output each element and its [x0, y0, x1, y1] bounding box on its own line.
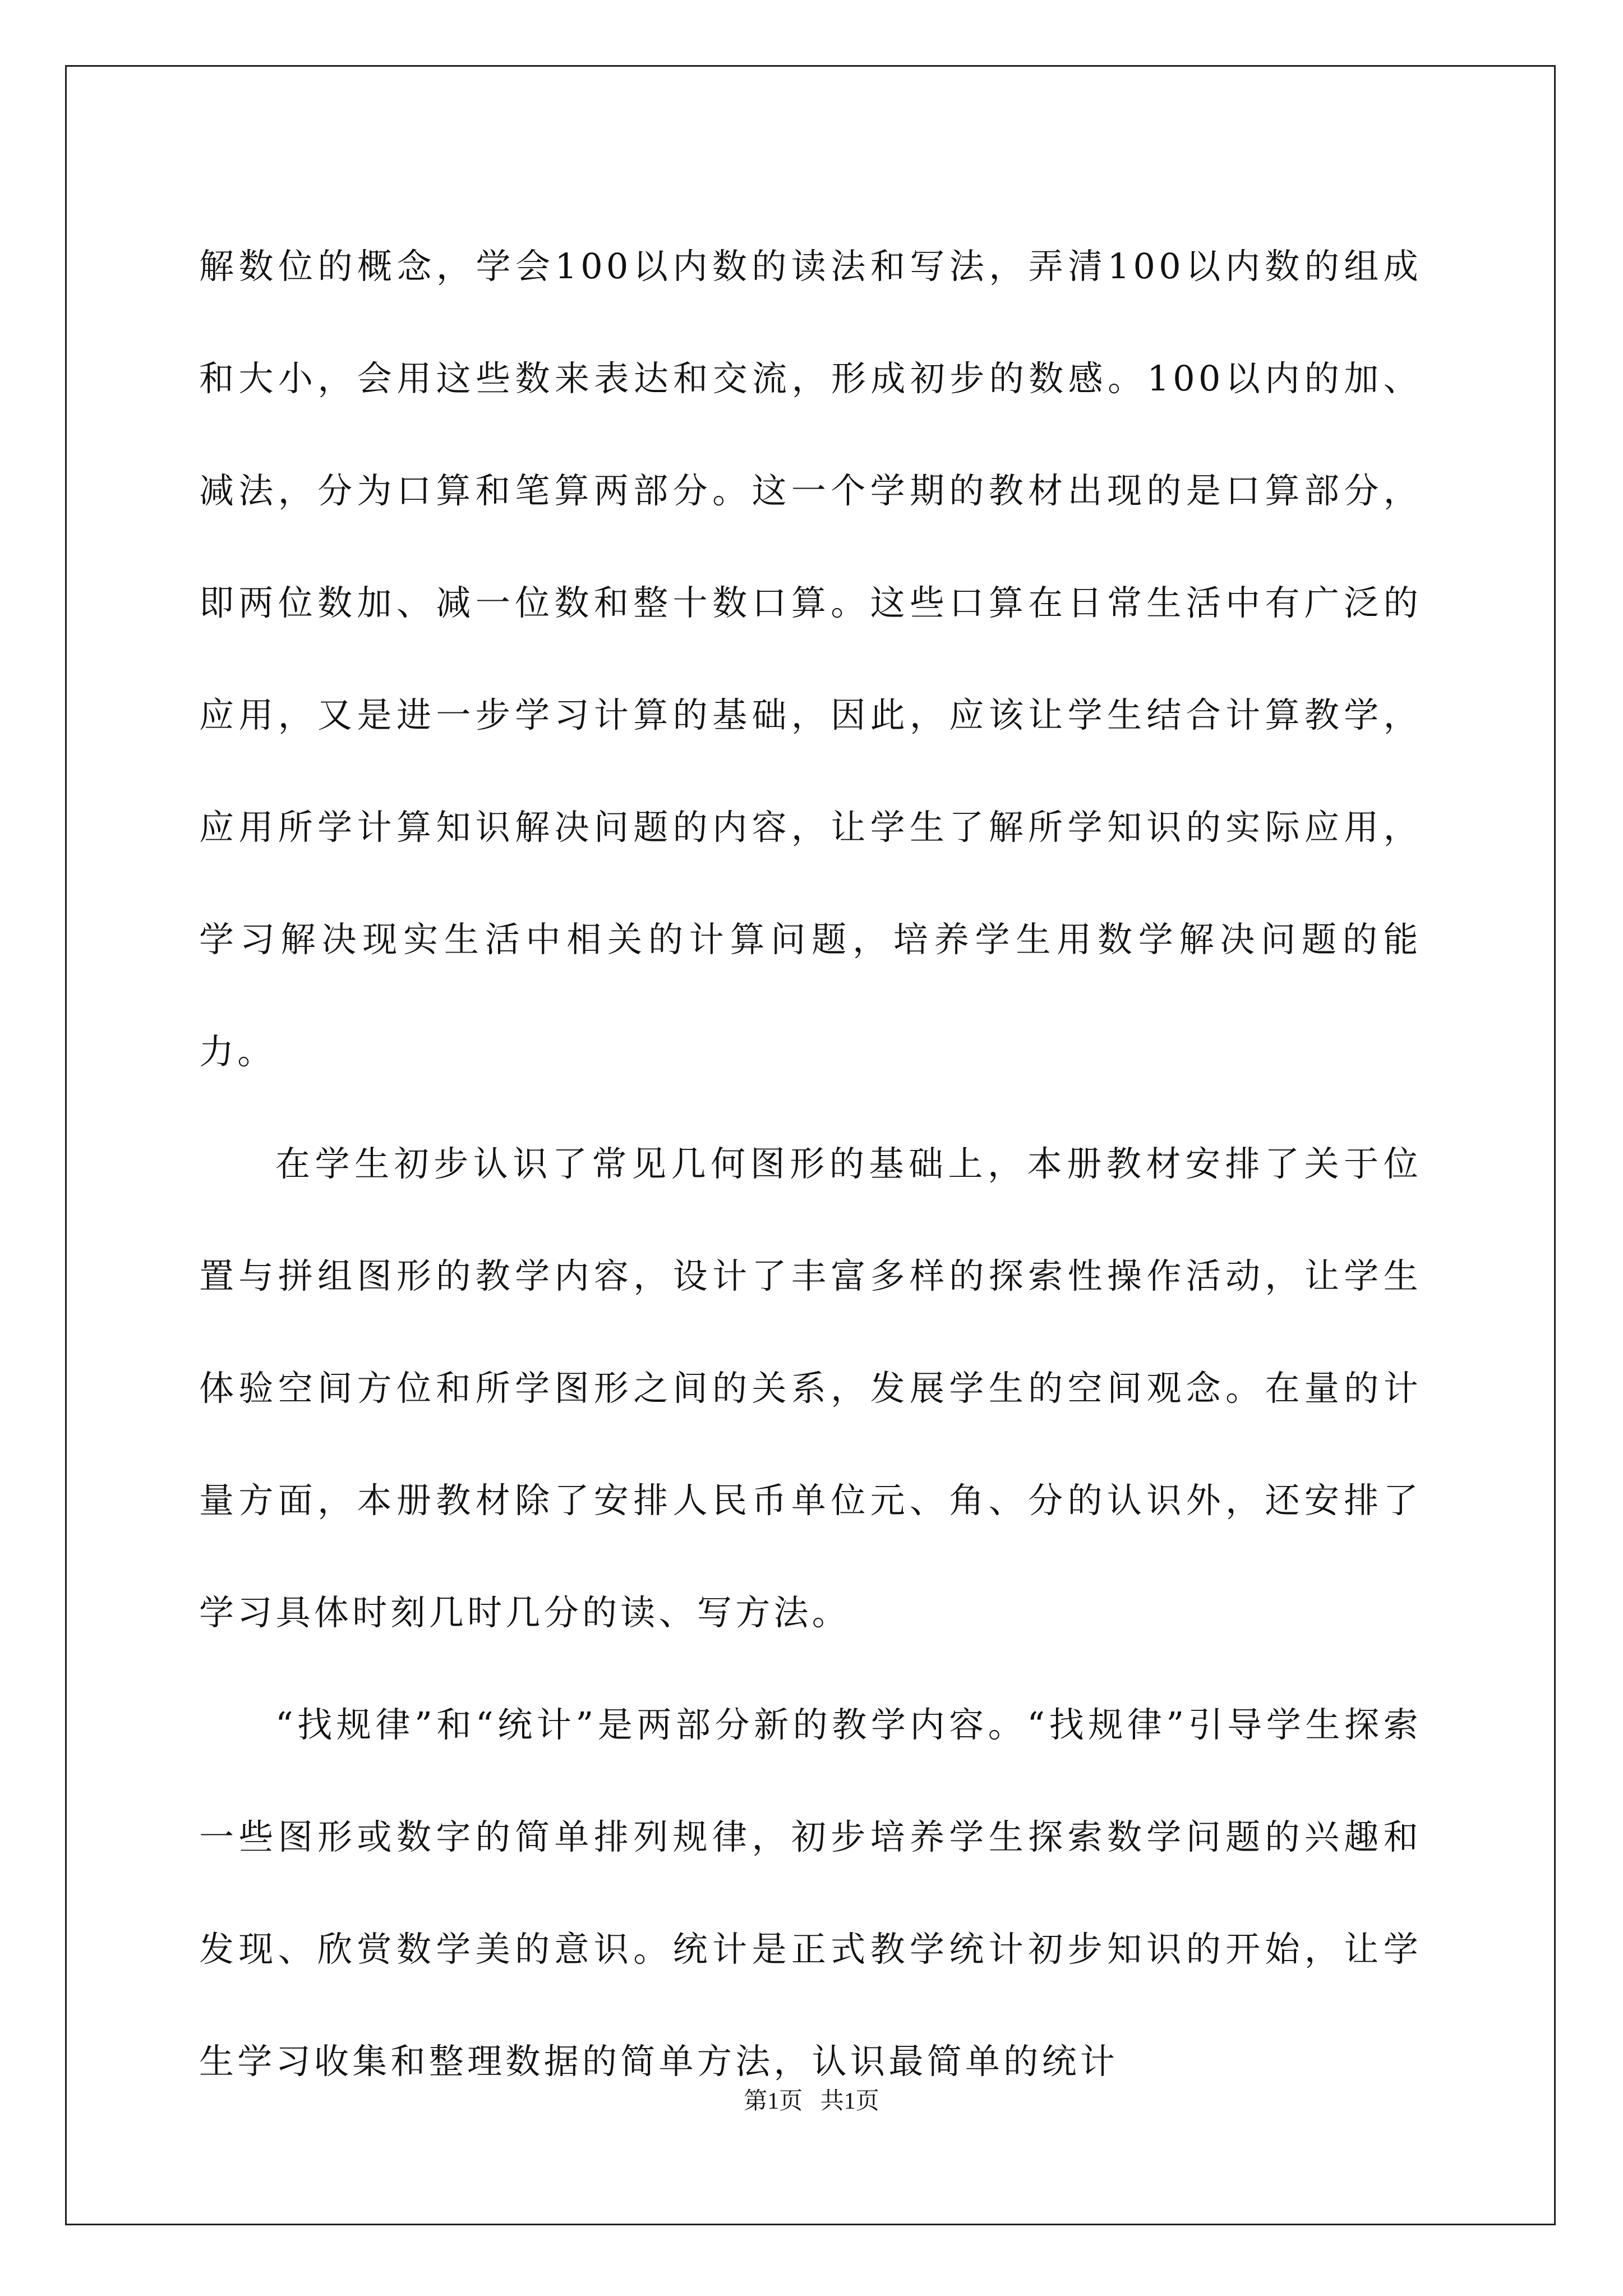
- paragraph-3: “找规律”和“统计”是两部分新的教学内容。“找规律”引导学生探索一些图形或数字的简单排列规律，初步培养学生探索数学问题的兴趣和发现、欣赏数学美的意识。统计是正式教学统计初步知识的开始，让学生学习收集和整理数据的简单方法，认识最简单的统计: [199, 1704, 1422, 2082]
- document-body: [199, 210, 1422, 2118]
- paragraph-2: 在学生初步认识了常见几何图形的基础上，本册教材安排了关于位置与拼组图形的教学内容，设计了丰富多样的探索性操作活动，让学生体验空间方位和所学图形之间的关系，发展学生的空间观念。在量的计量方面，本册教材除了安排人民币单位元、角、分的认识外，还安排了学习具体时刻几时几分的读、写方法。: [199, 1143, 1422, 1633]
- page-number-footer: 第1页 共1页: [744, 2088, 879, 2114]
- paragraph-1: 解数位的概念，学会100以内数的读法和写法，弄清100以内数的组成和大小，会用这些数来表达和交流，形成初步的数感。100以内的加、减法，分为口算和笔算两部分。这一个学期的教材出现的是口算部分，即两位数加、减一位数和整十数口算。这些口算在日常生活中有广泛的应用，又是进一步学习计算的基础，因此，应该让学生结合计算教学，应用所学计算知识解决问题的内容，让学生了解所学知识的实际应用，学习解决现实生活中相关的计算问题，培养学生用数学解决问题的能力。: [199, 246, 1422, 1072]
